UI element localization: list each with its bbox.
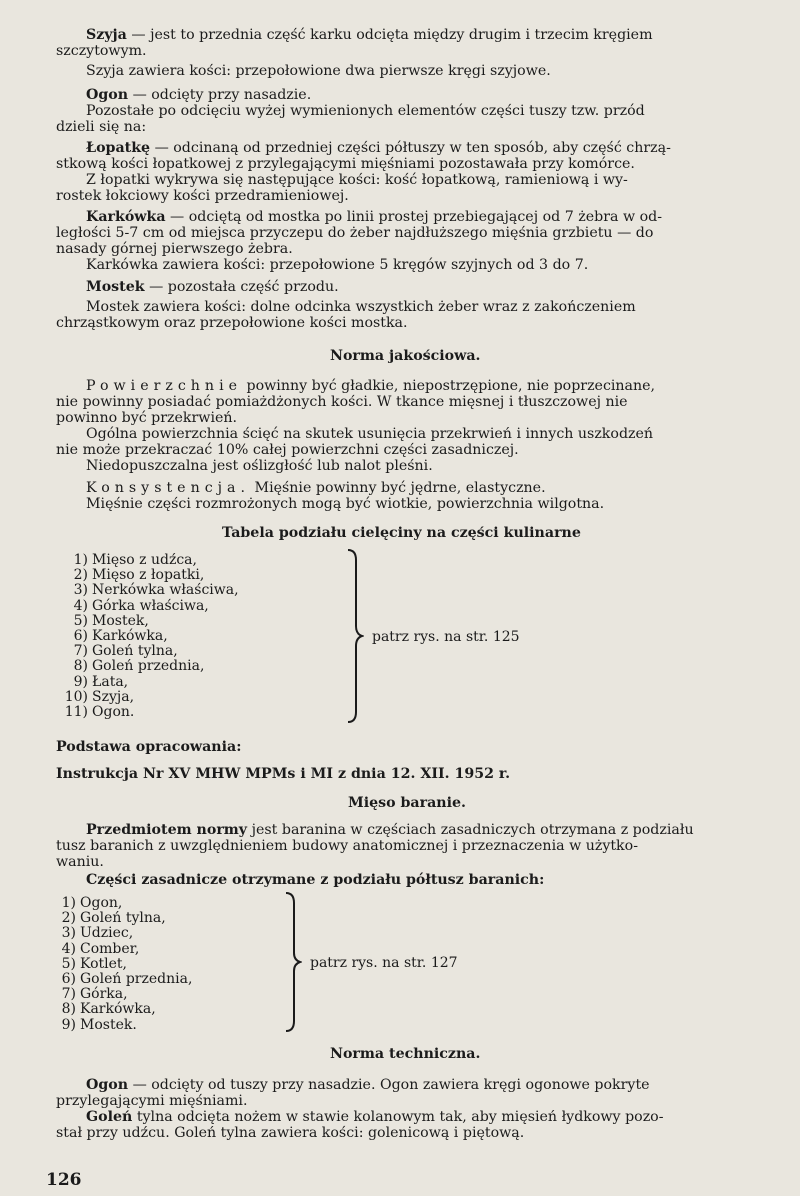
list-item-label: Udziec, (80, 925, 134, 942)
paragraph-sciecia-line2: nie może przekraczać 10% całej powierzchni części zasadniczej. (56, 442, 519, 458)
paragraph-karkowka-line2: ległości 5-7 cm od miejsca przyczepu do żeber najdłuższego mięśnia grzbietu — do (56, 225, 654, 241)
list-item (60, 659, 239, 674)
veal-cuts-list (60, 553, 239, 720)
list-item-label: Karkówka, (80, 1001, 156, 1018)
list-item (60, 599, 239, 614)
term-przedmiot-normy: Przedmiotem normy (86, 822, 248, 838)
paragraph-mostek-bones-line1: Mostek zawiera kości: dolne odcinka wszystkich żeber wraz z zakończeniem (86, 299, 636, 315)
list-item (48, 942, 192, 957)
paragraph-lopatka-bones-line1: Z łopatki wykrywa się następujące kości: kość łopatkową, ramieniową i wy- (86, 172, 628, 188)
list-item-number: 6) (61, 971, 76, 988)
list-item-label: Górka, (80, 986, 128, 1003)
list-item (48, 972, 192, 987)
heading-czesci-zasadnicze: Części zasadnicze otrzymane z podziału półtusz baranich: (86, 872, 545, 888)
list-item-label: Górka właściwa, (92, 597, 209, 614)
list-item-number: 4) (61, 940, 76, 957)
list-item (48, 957, 192, 972)
list-item-label: Comber, (80, 940, 140, 957)
list-item-number: 3) (73, 582, 88, 599)
term-mostek: Mostek (86, 279, 145, 295)
paragraph-golen-line1 (86, 1110, 664, 1126)
list-item-number: 2) (61, 910, 76, 927)
right-brace-icon (282, 891, 302, 1033)
paragraph-przedmiot-line3: waniu. (56, 854, 104, 870)
paragraph-przod-line2: dzieli się na: (56, 119, 147, 135)
veal-figure-reference: patrz rys. na str. 125 (372, 629, 520, 645)
paragraph-szyja-line1 (86, 28, 653, 44)
text: — pozostała część przodu. (144, 279, 339, 295)
list-item (48, 987, 192, 1002)
list-item-number: 2) (73, 567, 88, 584)
term-lopatka: Łopatkę (86, 140, 151, 156)
list-item-number: 8) (61, 1001, 76, 1018)
list-item (48, 1002, 192, 1017)
heading-instrukcja: Instrukcja Nr XV MHW MPMs i MI z dnia 12. XII. 1952 r. (56, 766, 511, 782)
list-item-label: Łata, (92, 673, 129, 690)
paragraph-ogon-tech-line1 (86, 1078, 650, 1094)
list-item (60, 705, 239, 720)
list-item-number: 1) (73, 552, 88, 568)
term-ogon: Ogon (86, 87, 129, 103)
list-item-number: 7) (73, 643, 88, 660)
list-item-number: 11) (64, 704, 88, 721)
paragraph-przedmiot-line2: tusz baranich z uwzględnieniem budowy anatomicznej i przeznaczenia w użytko- (56, 838, 638, 854)
term-karkowka: Karkówka (86, 209, 166, 225)
list-item-number: 3) (61, 925, 76, 942)
list-item (48, 1018, 192, 1033)
list-item-number: 8) (73, 658, 88, 675)
page-number: 126 (46, 1170, 82, 1190)
paragraph-powierzchnie-line1 (86, 379, 655, 395)
list-item (60, 629, 239, 644)
paragraph-szyja-line2: szczytowym. (56, 43, 147, 59)
text: — odcinaną od przedniej części półtuszy w ten sposób, aby część chrzą- (150, 140, 671, 156)
heading-mieso-baranie: Mięso baranie. (348, 795, 466, 811)
paragraph-ogon (86, 88, 311, 104)
paragraph-konsystencja (86, 481, 546, 497)
paragraph-karkowka-bones: Karkówka zawiera kości: przepołowione 5 kręgów szyjnych od 3 do 7. (86, 257, 589, 273)
heading-podstawa-opracowania: Podstawa opracowania: (56, 739, 242, 755)
list-item-label: Szyja, (92, 688, 135, 705)
term-szyja: Szyja (86, 27, 127, 43)
list-item (48, 896, 192, 911)
heading-norma-jakosciowa: Norma jakościowa. (330, 348, 481, 364)
text: — jest to przednia część karku odcięta między drugim i trzecim kręgiem (126, 27, 653, 43)
paragraph-ogon-tech-line2: przylegającymi mięśniami. (56, 1093, 248, 1109)
lamb-figure-reference: patrz rys. na str. 127 (310, 955, 458, 971)
list-item-label: Mięso z udźca, (92, 552, 197, 568)
paragraph-rozmrozone: Mięśnie części rozmrożonych mogą być wiotkie, powierzchnia wilgotna. (86, 496, 605, 512)
list-item (60, 568, 239, 583)
paragraph-lopatka-line1 (86, 141, 671, 157)
list-item (60, 675, 239, 690)
spaced-term-konsystencja: Konsystencja. (86, 480, 251, 496)
paragraph-powierzchnie-line3: powinno być przekrwień. (56, 410, 238, 426)
right-brace-icon (344, 548, 364, 724)
list-item (60, 583, 239, 598)
paragraph-przod-line1: Pozostałe po odcięciu wyżej wymienionych elementów części tuszy tzw. przód (86, 103, 645, 119)
list-item (60, 614, 239, 629)
list-item-label: Mięso z łopatki, (92, 567, 205, 584)
heading-norma-techniczna: Norma techniczna. (330, 1046, 481, 1062)
list-item-label: Nerkówka właściwa, (92, 582, 239, 599)
paragraph-lopatka-line2: stkową kości łopatkowej z przylegającymi mięśniami pozostawała przy komórce. (56, 156, 635, 172)
list-item (60, 690, 239, 705)
list-item (48, 911, 192, 926)
text: powinny być gładkie, niepostrzępione, nie poprzecinane, (242, 378, 656, 394)
paragraph-szyja-bones: Szyja zawiera kości: przepołowione dwa pierwsze kręgi szyjowe. (86, 63, 551, 79)
paragraph-karkowka-line1 (86, 210, 662, 226)
paragraph-mostek-bones-line2: chrząstkowym oraz przepołowione kości mostka. (56, 315, 408, 331)
list-item-label: Goleń tylna, (92, 643, 178, 660)
paragraph-mostek (86, 280, 339, 296)
paragraph-lopatka-bones-line2: rostek łokciowy kości przedramieniowej. (56, 188, 349, 204)
list-item-number: 5) (73, 612, 88, 629)
list-item-label: Goleń tylna, (80, 910, 166, 927)
text: — odcięty przy nasadzie. (128, 87, 312, 103)
list-item-number: 9) (73, 673, 88, 690)
term-golen: Goleń (86, 1109, 133, 1125)
list-item-label: Goleń przednia, (80, 971, 193, 988)
list-item-label: Mostek, (92, 612, 149, 629)
text: tylna odcięta nożem w stawie kolanowym tak, aby mięsień łydkowy pozo- (132, 1109, 664, 1125)
list-item-label: Kotlet, (80, 955, 127, 972)
list-item-number: 9) (61, 1016, 76, 1033)
list-item-label: Ogon. (92, 704, 135, 721)
list-item-number: 7) (61, 986, 76, 1003)
heading-tabela-cieleciny: Tabela podziału cielęciny na części kulinarne (222, 525, 581, 541)
text: Mięśnie powinny być jędrne, elastyczne. (250, 480, 546, 496)
list-item-number: 6) (73, 628, 88, 645)
paragraph-karkowka-line3: nasady górnej pierwszego żebra. (56, 241, 293, 257)
list-item (60, 644, 239, 659)
list-item-label: Mostek. (80, 1016, 137, 1033)
list-item (48, 926, 192, 941)
paragraph-oslizglosc: Niedopuszczalna jest oślizgłość lub nalot pleśni. (86, 458, 433, 474)
list-item-number: 5) (61, 955, 76, 972)
paragraph-przedmiot-line1 (86, 823, 694, 839)
lamb-cuts-list (48, 896, 192, 1033)
paragraph-sciecia-line1: Ogólna powierzchnia ścięć na skutek usunięcia przekrwień i innych uszkodzeń (86, 426, 654, 442)
paragraph-golen-line2: stał przy udźcu. Goleń tylna zawiera kości: golenicową i piętową. (56, 1125, 525, 1141)
paragraph-powierzchnie-line2: nie powinny posiadać pomiażdżonych kości. W tkance mięsnej i tłuszczowej nie (56, 394, 628, 410)
text: — odciętą od mostka po linii prostej przebiegającej od 7 żebra w od- (165, 209, 663, 225)
term-ogon-tech: Ogon (86, 1077, 129, 1093)
list-item (60, 553, 239, 568)
list-item-number: 10) (64, 688, 88, 705)
list-item-number: 1) (61, 895, 76, 911)
text: jest baranina w częściach zasadniczych otrzymana z podziału (247, 822, 694, 838)
list-item-label: Ogon, (80, 895, 123, 911)
text: — odcięty od tuszy przy nasadzie. Ogon zawiera kręgi ogonowe pokryte (128, 1077, 650, 1093)
list-item-label: Goleń przednia, (92, 658, 205, 675)
list-item-number: 4) (73, 597, 88, 614)
list-item-label: Karkówka, (92, 628, 168, 645)
spaced-term-powierzchnie: Powierzchnie (86, 378, 243, 394)
